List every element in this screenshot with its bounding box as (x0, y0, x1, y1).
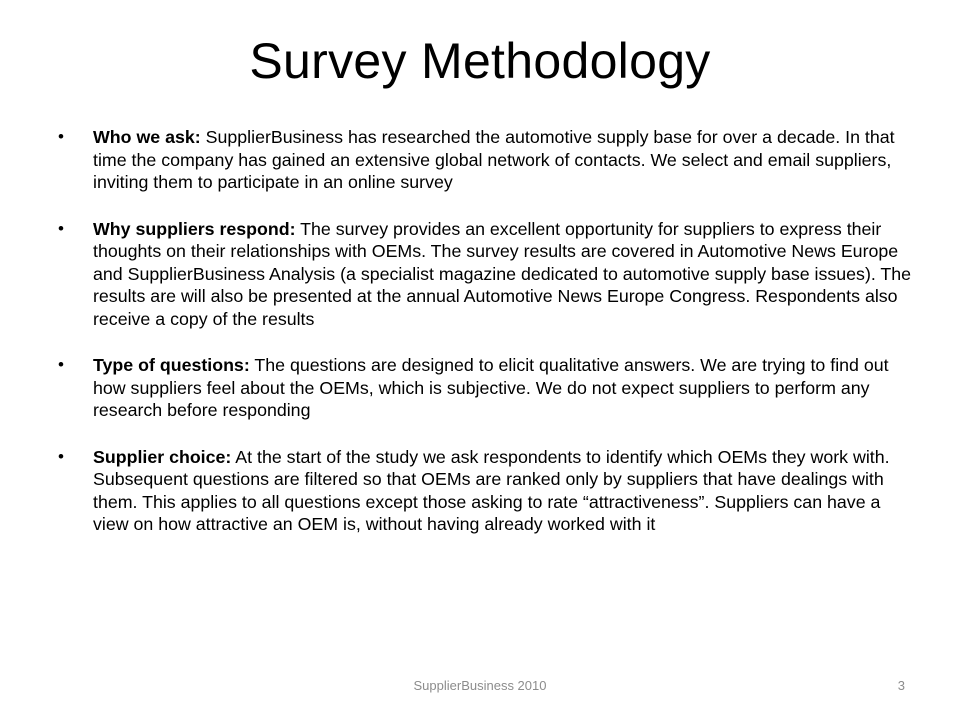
bullet-list (58, 126, 920, 560)
bullet-text: SupplierBusiness has researched the automotive supply base for over a decade. In that time the company has gained an extensive global network of contacts. We select and email suppliers, inviting them to participate in an online survey (93, 127, 895, 192)
bullet-dot-icon: • (58, 127, 64, 146)
bullet-label: Why suppliers respond: (93, 218, 296, 239)
footer-text: SupplierBusiness 2010 (413, 678, 547, 693)
bullet-item-type-of-questions (58, 354, 920, 422)
bullet-item-why-respond (58, 218, 920, 331)
bullet-label: Supplier choice: (93, 446, 232, 467)
bullet-text: The survey provides an excellent opportunity for suppliers to express their thoughts on their relationships with OEMs. The survey results are covered in Automotive News Europe and SupplierBusiness Analysis (a specialist magazine dedicated to automotive supply base issues). The results are will also be presented at the annual Automotive News Europe Congress. Respondents also receive a copy of the results (93, 218, 912, 329)
slide-title: Survey Methodology (249, 33, 711, 89)
page-number: 3 (897, 678, 905, 693)
bullet-item-who-we-ask (58, 126, 920, 194)
bullet-text: At the start of the study we ask respondents to identify which OEMs they work with. Subsequent questions are filtered so that OEMs are ranked only by suppliers that have dealings with them. This applies to all questions except those asking to rate “attractiveness”. Suppliers can have a view on how attractive an OEM is, without having already worked with it (93, 446, 890, 534)
bullet-text: The questions are designed to elicit qualitative answers. We are trying to find out how suppliers feel about the OEMs, which is subjective. We do not expect suppliers to perform any research before responding (93, 355, 889, 420)
bullet-dot-icon: • (58, 355, 64, 374)
bullet-item-supplier-choice (58, 446, 920, 536)
bullet-dot-icon: • (58, 446, 64, 466)
bullet-label: Type of questions: (93, 355, 250, 375)
bullet-dot-icon: • (58, 218, 64, 238)
bullet-label: Who we ask: (93, 127, 201, 147)
